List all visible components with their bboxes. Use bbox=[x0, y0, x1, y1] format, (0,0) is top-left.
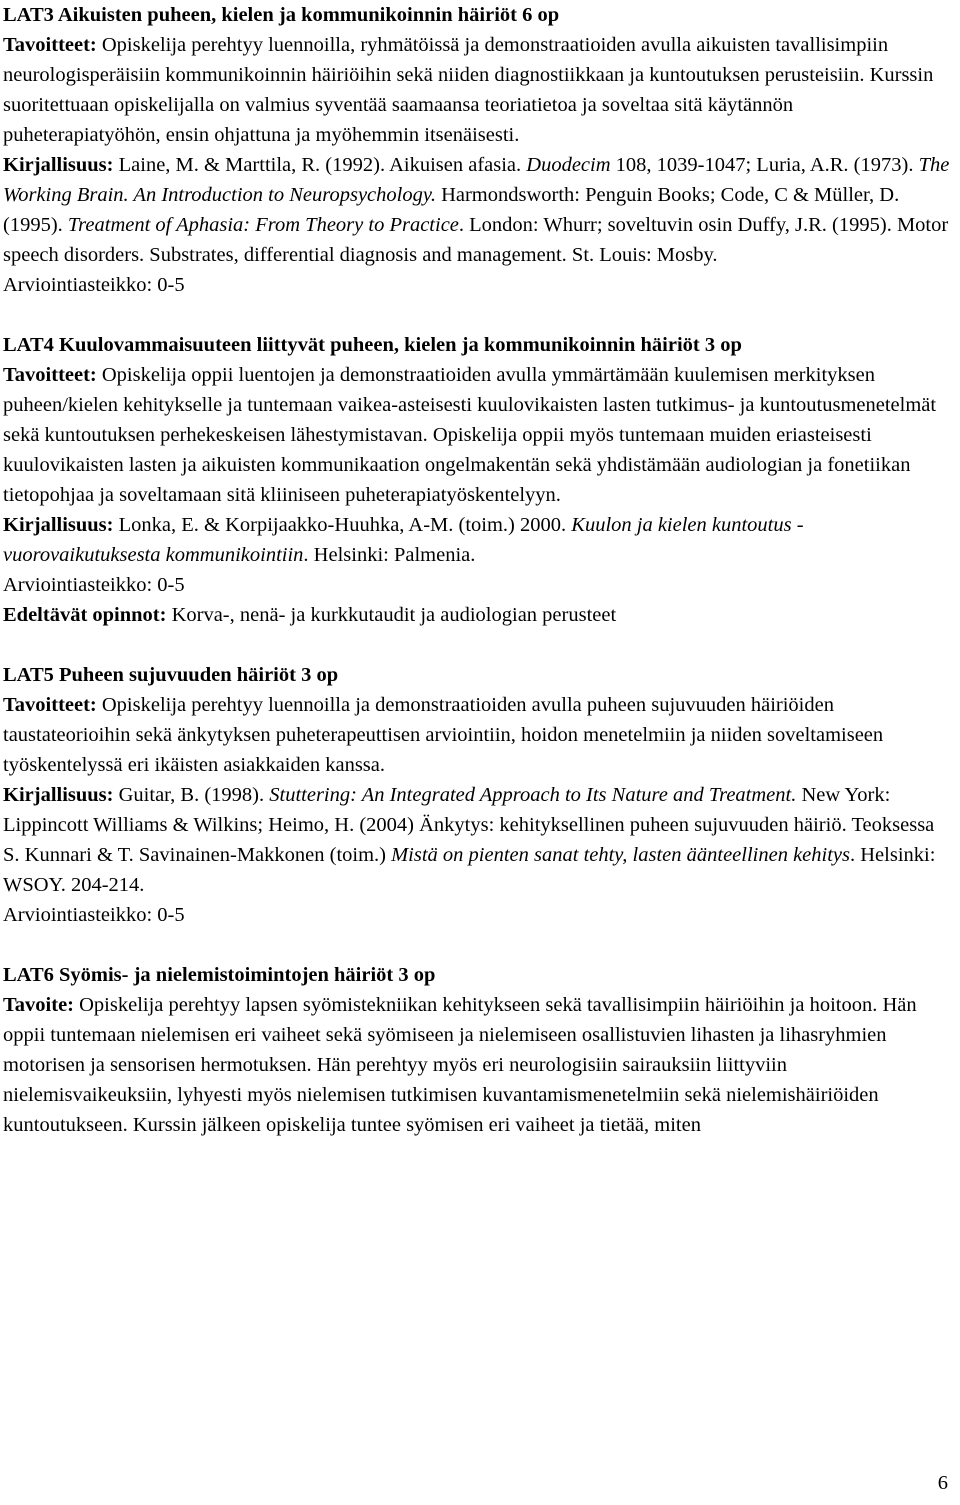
page-number: 6 bbox=[937, 1472, 948, 1494]
literature-italic: Kuulon ja kielen kuntoutus - vuorovaikutuksesta kommunikointiin bbox=[3, 514, 804, 566]
literature-label: Kirjallisuus: bbox=[3, 514, 114, 536]
prerequisites-label: Edeltävät opinnot: bbox=[3, 604, 167, 626]
course-grading: Arviointiasteikko: 0-5 bbox=[3, 574, 185, 596]
course-goals bbox=[3, 30, 951, 150]
literature-italic: Mistä on pienten sanat tehty, lasten äänteellinen kehitys bbox=[391, 844, 850, 866]
document-page bbox=[3, 0, 951, 1140]
literature-label: Kirjallisuus: bbox=[3, 154, 114, 176]
literature-italic: The Working Brain. An Introduction to Neuropsychology. bbox=[3, 154, 950, 206]
goals-label: Tavoite: bbox=[3, 994, 74, 1016]
course-title: LAT6 Syömis- ja nielemistoimintojen häiriöt 3 op bbox=[3, 964, 436, 986]
course-grading: Arviointiasteikko: 0-5 bbox=[3, 274, 185, 296]
goals-text: Opiskelija perehtyy luennoilla, ryhmätöissä ja demonstraatioiden avulla aikuisten tavallisimpiin neurologisperäisiin kommunikoinnin häiriöihin sekä niiden diagnostiikkaan ja kuntoutuksen perusteisiin. Kurssin suoritettuaan opiskelijalla on valmius syventää saamaansa teoriatietoa ja soveltaa sitä käytännön puheterapiatyöhön, ensin ohjattuna ja myöhemmin itsenäisesti. bbox=[3, 34, 934, 146]
course-title: LAT3 Aikuisten puheen, kielen ja kommunikoinnin häiriöt 6 op bbox=[3, 4, 560, 26]
literature-text: . Helsinki: WSOY. 204-214. bbox=[3, 844, 936, 896]
course-grading: Arviointiasteikko: 0-5 bbox=[3, 904, 185, 926]
goals-text: Opiskelija perehtyy luennoilla ja demonstraatioiden avulla puheen sujuvuuden häiriöiden taustateorioihin sekä änkytyksen puheterapeuttisen arviointiin, hoidon menetelmiin ja niiden soveltamiseen työskentelyssä eri ikäisten asiakkaiden kanssa. bbox=[3, 694, 884, 776]
literature-label: Kirjallisuus: bbox=[3, 784, 114, 806]
literature-italic: Treatment of Aphasia: From Theory to Practice bbox=[67, 214, 459, 236]
literature-text: New York: Lippincott Williams & Wilkins; Heimo, H. (2004) Änkytys: kehityksellinen puheen sujuvuuden häiriö. Teoksessa S. Kunnari & T. Savinainen-Makkonen (toim.) bbox=[3, 784, 935, 866]
course-lat3 bbox=[3, 0, 951, 300]
course-literature bbox=[3, 780, 951, 900]
course-prerequisites bbox=[3, 600, 951, 630]
course-goals bbox=[3, 690, 951, 780]
course-goals bbox=[3, 360, 951, 510]
literature-text: Guitar, B. (1998). bbox=[113, 784, 270, 806]
goals-text: Opiskelija oppii luentojen ja demonstraatioiden avulla ymmärtämään kuulemisen merkityksen puheen/kielen kehitykselle ja tuntemaan vaikea-asteisesti kuulovikaisten lasten tutkimus- ja kuntoutusmenetelmät sekä kuntoutuksen perhekeskeisen lähestymistavan. Opiskelija oppii myös tuntemaan muiden eriasteisesti kuulovikaisten lasten ja aikuisten kommunikaation ongelmakentän sekä yhdistämään audiologian ja fonetiikan tietopohjaa ja soveltamaan sitä kliiniseen puheterapiatyöskentelyyn. bbox=[3, 364, 937, 506]
literature-text: . Helsinki: Palmenia. bbox=[303, 544, 476, 566]
goals-label: Tavoitteet: bbox=[3, 34, 97, 56]
course-lat5 bbox=[3, 660, 951, 930]
prerequisites-text: Korva-, nenä- ja kurkkutaudit ja audiologian perusteet bbox=[166, 604, 617, 626]
literature-italic: Stuttering: An Integrated Approach to Its Nature and Treatment. bbox=[269, 784, 797, 806]
literature-text: Laine, M. & Marttila, R. (1992). Aikuisen afasia. bbox=[113, 154, 527, 176]
course-goals bbox=[3, 990, 951, 1140]
goals-text: Opiskelija perehtyy lapsen syömistekniikan kehitykseen sekä tavallisimpiin häiriöihin ja hoitoon. Hän oppii tuntemaan nielemisen eri vaiheet sekä syömiseen ja nielemiseen osallistuvien lihasten ja lihasryhmien motorisen ja sensorisen hermotuksen. Hän perehtyy myös eri neurologisiin sairauksiin liittyviin nielemisvaikeuksiin, lyhyesti myös nielemisen tutkimisen kuvantamismenetelmiin sekä nielemishäiriöiden kuntoutukseen. Kurssin jälkeen opiskelija tuntee syömisen eri vaiheet ja tietää, miten bbox=[3, 994, 917, 1136]
literature-text: 108, 1039-1047; Luria, A.R. (1973). bbox=[610, 154, 919, 176]
goals-label: Tavoitteet: bbox=[3, 694, 97, 716]
literature-text: Lonka, E. & Korpijaakko-Huuhka, A-M. (toim.) 2000. bbox=[113, 514, 572, 536]
course-lat6 bbox=[3, 960, 951, 1140]
course-literature bbox=[3, 150, 951, 270]
goals-label: Tavoitteet: bbox=[3, 364, 97, 386]
course-title: LAT5 Puheen sujuvuuden häiriöt 3 op bbox=[3, 664, 339, 686]
course-literature bbox=[3, 510, 951, 570]
course-title: LAT4 Kuulovammaisuuteen liittyvät puheen, kielen ja kommunikoinnin häiriöt 3 op bbox=[3, 334, 742, 356]
course-lat4 bbox=[3, 330, 951, 630]
literature-text: . London: Whurr; soveltuvin osin Duffy, J.R. (1995). Motor speech disorders. Substrates, differential diagnosis and management. St. Louis: Mosby. bbox=[3, 214, 949, 266]
literature-italic: Duodecim bbox=[526, 154, 611, 176]
literature-text: Harmondsworth: Penguin Books; Code, C & Müller, D. (1995). bbox=[3, 184, 900, 236]
